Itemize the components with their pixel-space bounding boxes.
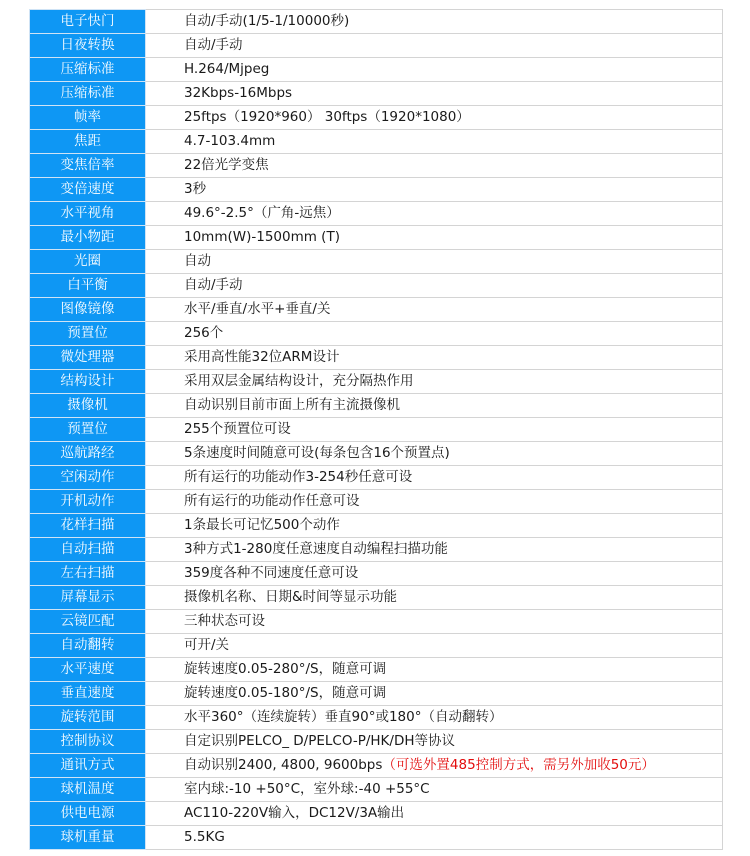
spec-value-cell (146, 202, 723, 226)
spec-label: 日夜转换 (30, 34, 146, 58)
spec-value: 自动 (184, 253, 211, 269)
spec-row (30, 58, 723, 82)
spec-value-cell (146, 10, 723, 34)
spec-value-cell (146, 178, 723, 202)
spec-value-cell (146, 658, 723, 682)
spec-value: 1条最长可记忆500个动作 (184, 517, 340, 533)
spec-value-cell (146, 610, 723, 634)
spec-label: 供电电源 (30, 802, 146, 826)
spec-label: 最小物距 (30, 226, 146, 250)
spec-value-cell (146, 322, 723, 346)
spec-row (30, 274, 723, 298)
spec-row (30, 34, 723, 58)
spec-row (30, 226, 723, 250)
spec-value: 10mm(W)-1500mm (T) (184, 229, 340, 245)
spec-value-cell (146, 274, 723, 298)
spec-row (30, 298, 723, 322)
spec-value-cell (146, 226, 723, 250)
spec-label: 云镜匹配 (30, 610, 146, 634)
spec-value: H.264/Mjpeg (184, 61, 270, 77)
spec-label: 水平速度 (30, 658, 146, 682)
spec-value: 359度各种不同速度任意可设 (184, 565, 359, 581)
spec-row (30, 442, 723, 466)
spec-row (30, 154, 723, 178)
spec-value-cell (146, 34, 723, 58)
spec-label: 焦距 (30, 130, 146, 154)
spec-label: 摄像机 (30, 394, 146, 418)
spec-value: 室内球:-10 +50°C，室外球:-40 +55°C (184, 781, 430, 797)
spec-value-cell (146, 490, 723, 514)
spec-row (30, 322, 723, 346)
spec-row (30, 106, 723, 130)
spec-label: 变倍速度 (30, 178, 146, 202)
spec-label: 自动扫描 (30, 538, 146, 562)
spec-value: 3种方式1-280度任意速度自动编程扫描功能 (184, 541, 448, 557)
spec-value: 自动/手动 (184, 37, 243, 53)
spec-value-cell (146, 154, 723, 178)
spec-value-cell (146, 538, 723, 562)
spec-value: 可开/关 (184, 637, 230, 653)
spec-label: 光圈 (30, 250, 146, 274)
spec-value-cell (146, 106, 723, 130)
spec-value-cell (146, 682, 723, 706)
spec-value: 所有运行的功能动作3-254秒任意可设 (184, 469, 413, 485)
spec-row (30, 514, 723, 538)
spec-row (30, 682, 723, 706)
spec-row (30, 562, 723, 586)
spec-label: 压缩标准 (30, 58, 146, 82)
spec-label: 自动翻转 (30, 634, 146, 658)
spec-row (30, 706, 723, 730)
spec-value: 256个 (184, 325, 224, 341)
spec-value: 自动/手动 (184, 277, 243, 293)
spec-value-cell (146, 442, 723, 466)
spec-row (30, 634, 723, 658)
spec-value-cell (146, 586, 723, 610)
spec-row (30, 778, 723, 802)
spec-value: 采用高性能32位ARM设计 (184, 349, 340, 365)
spec-value: 自动识别目前市面上所有主流摄像机 (184, 397, 400, 413)
spec-value-cell (146, 58, 723, 82)
spec-value: 3秒 (184, 181, 207, 197)
spec-row (30, 250, 723, 274)
spec-label: 球机重量 (30, 826, 146, 850)
spec-value: 25ftps（1920*960） 30ftps（1920*1080） (184, 109, 470, 125)
spec-row (30, 10, 723, 34)
spec-row (30, 130, 723, 154)
spec-value: 自动/手动(1/5-1/10000秒) (184, 13, 350, 29)
spec-label: 帧率 (30, 106, 146, 130)
spec-row (30, 178, 723, 202)
spec-value: 三种状态可设 (184, 613, 265, 629)
spec-value-cell (146, 562, 723, 586)
spec-row (30, 370, 723, 394)
spec-value: AC110-220V输入，DC12V/3A输出 (184, 805, 405, 821)
spec-label: 开机动作 (30, 490, 146, 514)
spec-value: 旋转速度0.05-180°/S，随意可调 (184, 685, 387, 701)
spec-value: 32Kbps-16Mbps (184, 85, 293, 101)
spec-label: 预置位 (30, 418, 146, 442)
spec-row (30, 826, 723, 850)
spec-value: 22倍光学变焦 (184, 157, 269, 173)
spec-row (30, 586, 723, 610)
spec-value-cell (146, 346, 723, 370)
spec-value-cell (146, 754, 723, 778)
spec-label: 花样扫描 (30, 514, 146, 538)
spec-row (30, 82, 723, 106)
spec-value-cell (146, 394, 723, 418)
spec-row (30, 802, 723, 826)
spec-row (30, 394, 723, 418)
spec-value-cell (146, 826, 723, 850)
spec-value-cell (146, 466, 723, 490)
spec-row (30, 490, 723, 514)
spec-table (29, 9, 723, 850)
spec-row (30, 202, 723, 226)
spec-row (30, 346, 723, 370)
spec-value: 自动识别2400, 4800, 9600bps (184, 757, 383, 773)
spec-row (30, 610, 723, 634)
spec-value: 49.6°-2.5°（广角-远焦） (184, 205, 340, 221)
spec-value: 5.5KG (184, 829, 225, 845)
spec-value-cell (146, 250, 723, 274)
spec-label: 空闲动作 (30, 466, 146, 490)
spec-value-cell (146, 82, 723, 106)
spec-row (30, 466, 723, 490)
spec-value: 5条速度时间随意可设(每条包含16个预置点) (184, 445, 450, 461)
spec-value: 水平360°（连续旋转）垂直90°或180°（自动翻转） (184, 709, 503, 725)
spec-label: 结构设计 (30, 370, 146, 394)
spec-row (30, 538, 723, 562)
spec-label: 巡航路经 (30, 442, 146, 466)
spec-label: 左右扫描 (30, 562, 146, 586)
spec-label: 旋转范围 (30, 706, 146, 730)
spec-value-cell (146, 370, 723, 394)
spec-value: 摄像机名称、日期&时间等显示功能 (184, 589, 398, 605)
spec-label: 变焦倍率 (30, 154, 146, 178)
spec-value: 所有运行的功能动作任意可设 (184, 493, 360, 509)
spec-label: 图像镜像 (30, 298, 146, 322)
spec-row (30, 754, 723, 778)
spec-value-cell (146, 706, 723, 730)
spec-label: 预置位 (30, 322, 146, 346)
spec-value: 4.7-103.4mm (184, 133, 276, 149)
spec-label: 白平衡 (30, 274, 146, 298)
spec-value: 255个预置位可设 (184, 421, 291, 437)
spec-value: 自定识别PELCO_ D/PELCO-P/HK/DH等协议 (184, 733, 456, 749)
spec-row (30, 730, 723, 754)
spec-value-cell (146, 730, 723, 754)
spec-value-cell (146, 298, 723, 322)
spec-label: 电子快门 (30, 10, 146, 34)
spec-label: 球机温度 (30, 778, 146, 802)
spec-table-body (30, 10, 723, 850)
spec-value-cell (146, 634, 723, 658)
spec-value: 旋转速度0.05-280°/S，随意可调 (184, 661, 387, 677)
spec-row (30, 658, 723, 682)
spec-label: 控制协议 (30, 730, 146, 754)
spec-row (30, 418, 723, 442)
spec-label: 垂直速度 (30, 682, 146, 706)
spec-value-cell (146, 418, 723, 442)
spec-value-cell (146, 130, 723, 154)
spec-value-note: （可选外置485控制方式，需另外加收50元） (382, 757, 655, 773)
spec-label: 水平视角 (30, 202, 146, 226)
spec-value-cell (146, 514, 723, 538)
spec-value: 水平/垂直/水平+垂直/关 (184, 301, 331, 317)
spec-value-cell (146, 778, 723, 802)
spec-value: 采用双层金属结构设计，充分隔热作用 (184, 373, 414, 389)
spec-label: 压缩标准 (30, 82, 146, 106)
spec-label: 通讯方式 (30, 754, 146, 778)
spec-label: 微处理器 (30, 346, 146, 370)
spec-value-cell (146, 802, 723, 826)
spec-label: 屏幕显示 (30, 586, 146, 610)
